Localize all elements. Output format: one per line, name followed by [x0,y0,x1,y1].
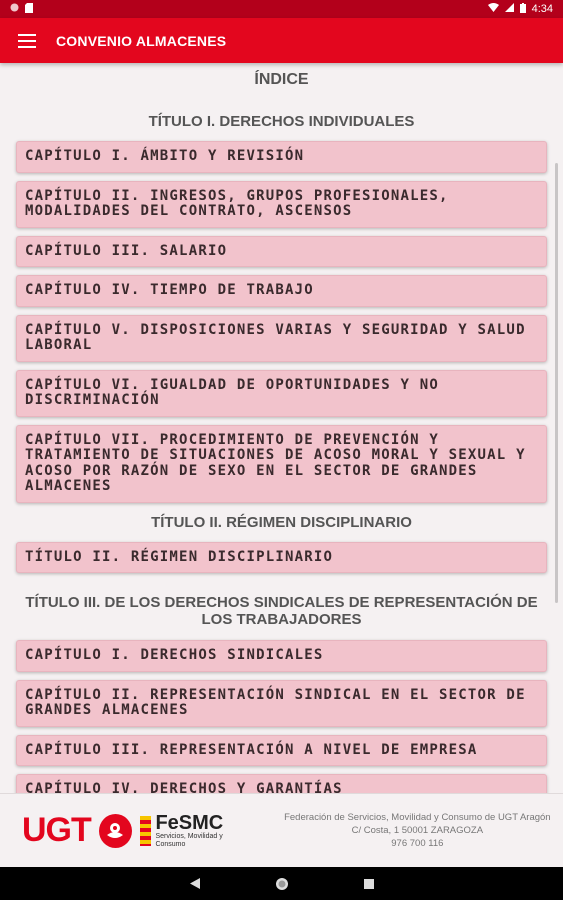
chapter-item[interactable]: CAPÍTULO I. ÁMBITO Y REVISIÓN [16,141,547,173]
fesmc-subtitle: Servicios, Movilidad y Consumo [155,832,223,848]
section-title: TÍTULO II. RÉGIMEN DISCIPLINARIO [151,513,412,531]
status-time: 4:34 [531,3,553,15]
index-title: ÍNDICE [254,71,309,88]
signal-icon [505,3,514,15]
chapter-item[interactable]: CAPÍTULO II. INGRESOS, GRUPOS PROFESIONALES, MODALIDADES DEL CONTRATO, ASCENSOS [16,181,547,228]
scrollbar[interactable] [555,163,558,603]
back-icon[interactable] [190,878,200,889]
chapter-item[interactable]: CAPÍTULO VI. IGUALDAD DE OPORTUNIDADES Y NO DISCRIMINACIÓN [16,370,547,417]
aragon-flag-icon [140,816,152,846]
home-icon[interactable] [275,877,289,891]
app-bar [0,18,563,63]
chapter-item[interactable]: CAPÍTULO I. DERECHOS SINDICALES [16,640,547,672]
navigation-bar [0,867,563,900]
chapter-item[interactable]: CAPÍTULO IV. TIEMPO DE TRABAJO [16,275,547,307]
footer-phone: 976 700 116 [391,838,444,849]
fesmc-name: FeSMC [155,811,224,834]
wifi-icon [488,3,499,15]
chapter-item[interactable]: CAPÍTULO II. REPRESENTACIÓN SINDICAL EN EL SECTOR DE GRANDES ALMACENES [16,680,547,727]
recents-icon[interactable] [364,879,374,889]
footer-org: Federación de Servicios, Movilidad y Consumo de UGT Aragón [284,812,551,823]
chapter-item[interactable]: CAPÍTULO V. DISPOSICIONES VARIAS Y SEGURIDAD Y SALUD LABORAL [16,315,547,362]
footer [0,793,563,867]
fesmc-logo [140,813,252,849]
chapter-item[interactable]: CAPÍTULO III. SALARIO [16,236,547,268]
footer-address: C/ Costa, 1 50001 ZARAGOZA [351,825,484,836]
section-title: TÍTULO I. DERECHOS INDIVIDUALES [148,113,415,130]
battery-icon [520,3,526,16]
sd-card-icon [25,3,33,16]
chapter-item[interactable]: CAPÍTULO III. REPRESENTACIÓN A NIVEL DE EMPRESA [16,735,547,767]
app-title: CONVENIO ALMACENES [56,32,227,49]
notification-dot-icon [10,3,19,15]
chapter-item[interactable]: CAPÍTULO IV. DERECHOS Y GARANTÍAS [16,774,547,793]
section-title: TÍTULO III. DE LOS DERECHOS SINDICALES DE REPRESENTACIÓN DE LOS TRABAJADORES [25,594,538,628]
menu-icon[interactable] [18,34,36,48]
status-bar [0,0,563,18]
index-content[interactable] [0,63,563,793]
chapter-item[interactable]: CAPÍTULO VII. PROCEDIMIENTO DE PREVENCIÓN Y TRATAMIENTO DE SITUACIONES DE ACOSO MORAL Y SEXUAL Y ACOSO POR RAZÓN DE SEXO EN EL SECTOR DE GRANDES ALMACENES [16,425,547,503]
footer-info [272,811,563,850]
chapter-item[interactable]: TÍTULO II. RÉGIMEN DISCIPLINARIO [16,542,547,574]
rose-logo-icon [99,814,132,848]
ugt-logo: UGT [22,811,91,849]
